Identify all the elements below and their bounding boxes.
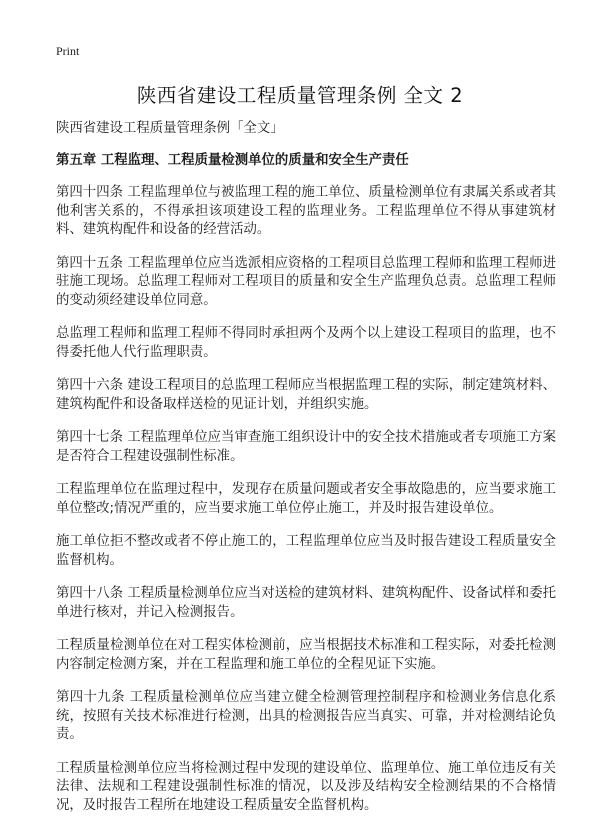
article-47-supplement-paragraph: 工程监理单位在监理过程中，发现存在质量问题或者安全事故隐患的，应当要求施工单位整改;情况严重的，应当要求施工单位停止施工，并及时报告建设单位。: [56, 482, 556, 516]
article-46-paragraph: 第四十六条 建设工程项目的总监理工程师应当根据监理工程的实际，制定建筑材料、建筑构配件和设备取样送检的见证计划，并组织实施。: [56, 378, 556, 412]
print-link[interactable]: Print: [56, 44, 80, 58]
article-44-paragraph: 第四十四条 工程监理单位与被监理工程的施工单位、质量检测单位有隶属关系或者其他利害关系的，不得承担该项建设工程的监理业务。工程监理单位不得从事建筑材料、建筑构配件和设备的经营活动。: [56, 185, 556, 237]
article-45-paragraph: 第四十五条 工程监理单位应当选派相应资格的工程项目总监理工程师和监理工程师进驻施工现场。总监理工程师对工程项目的质量和安全生产监理负总责。总监理工程师的变动须经建设单位同意。: [56, 255, 556, 308]
document-title: 陕西省建设工程质量管理条例 全文 2: [136, 84, 464, 107]
chapter-heading: 第五章 工程监理、工程质量检测单位的质量和安全生产责任: [56, 153, 409, 168]
document-subtitle: 陕西省建设工程质量管理条例「全文」: [56, 121, 284, 136]
article-48-paragraph: 第四十八条 工程质量检测单位应当对送检的建筑材料、建筑构配件、设备试样和委托单进行核对，并记入检测报告。: [56, 586, 556, 620]
article-49-paragraph: 第四十九条 工程质量检测单位应当建立健全检测管理控制程序和检测业务信息化系统，按照有关技术标准进行检测，出具的检测报告应当真实、可靠，并对检测结论负责。: [56, 690, 556, 742]
article-47-paragraph: 第四十七条 工程监理单位应当审查施工组织设计中的安全技术措施或者专项施工方案是否符合工程建设强制性标准。: [56, 430, 556, 464]
document-body: [56, 120, 556, 830]
article-49-supplement-paragraph: 工程质量检测单位应当将检测过程中发现的建设单位、监理单位、施工单位违反有关法律、法规和工程建设强制性标准的情况，以及涉及结构安全检测结果的不合格情况，及时报告工程所在地建设工程质量安全监督机构。: [56, 760, 556, 813]
article-47-reporting-paragraph: 施工单位拒不整改或者不停止施工的，工程监理单位应当及时报告建设工程质量安全监督机构。: [56, 534, 556, 568]
article-48-supplement-paragraph: 工程质量检测单位在对工程实体检测前，应当根据技术标准和工程实际，对委托检测内容制定检测方案，并在工程监理和施工单位的全程见证下实施。: [56, 638, 556, 672]
article-45-supplement-paragraph: 总监理工程师和监理工程师不得同时承担两个及两个以上建设工程项目的监理，也不得委托他人代行监理职责。: [56, 326, 556, 360]
